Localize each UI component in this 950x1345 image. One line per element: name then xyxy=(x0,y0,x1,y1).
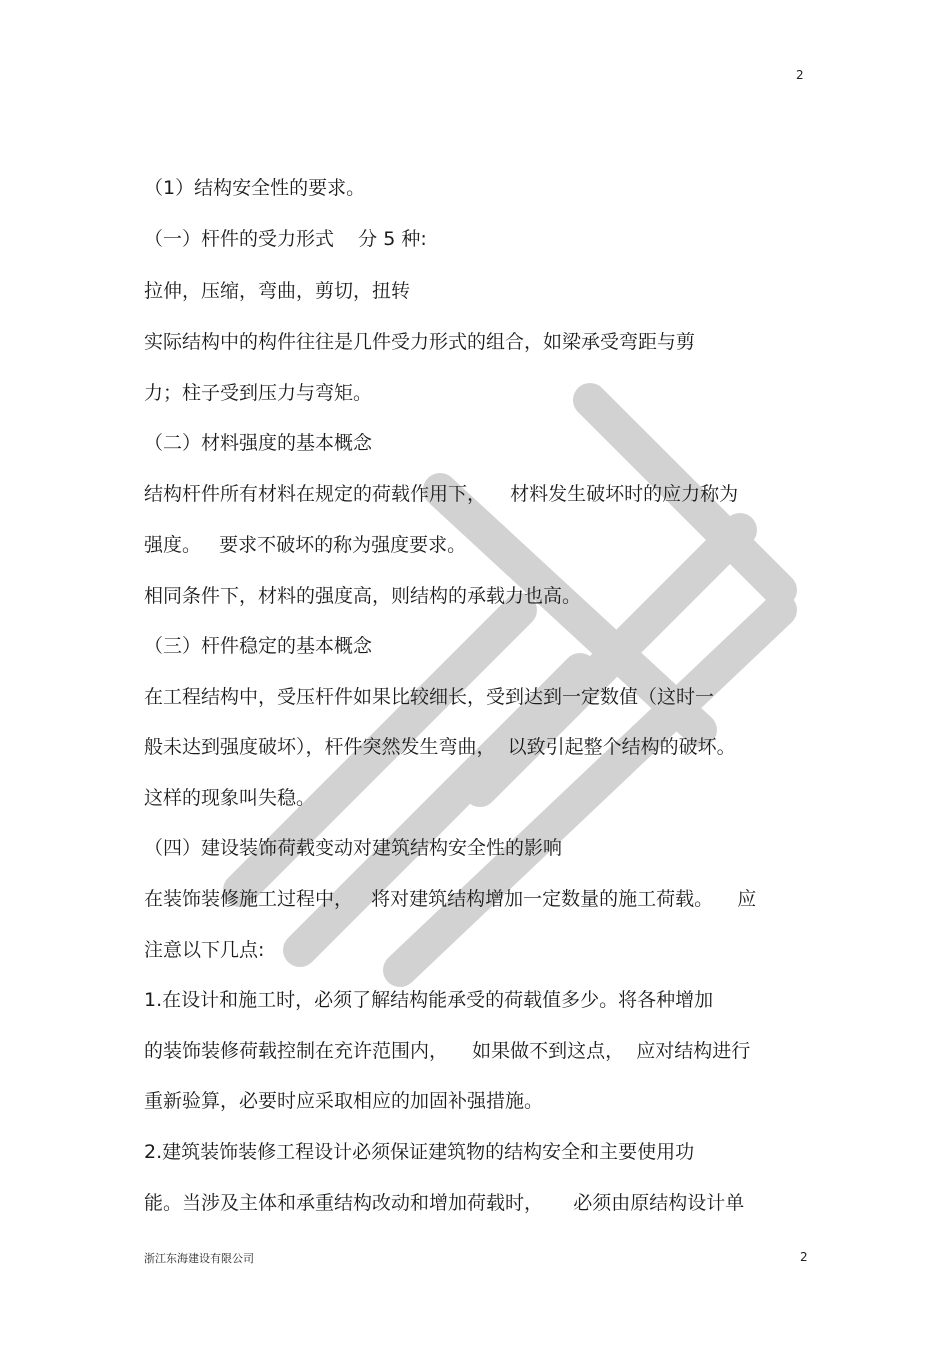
footer-company-name: 浙江东海建设有限公司 xyxy=(144,1252,254,1265)
text-line: （三）杆件稳定的基本概念 xyxy=(144,635,373,657)
footer-page-number: 2 xyxy=(800,1250,808,1264)
text-line: 般未达到强度破坏），杆件突然发生弯曲， 以致引起整个结构的破坏。 xyxy=(144,736,736,758)
text-line: （二）材料强度的基本概念 xyxy=(144,432,373,454)
header-page-number: 2 xyxy=(796,68,804,82)
text-line: 能。当涉及主体和承重结构改动和增加荷载时， 必须由原结构设计单 xyxy=(144,1192,745,1214)
text-line: 相同条件下，材料的强度高，则结构的承载力也高。 xyxy=(144,585,582,607)
text-line: 在工程结构中，受压杆件如果比较细长，受到达到一定数值（这时一 xyxy=(144,686,715,708)
text-line: 的装饰装修荷载控制在充许范围内， 如果做不到这点， 应对结构进行 xyxy=(144,1040,751,1062)
text-line: 这样的现象叫失稳。 xyxy=(144,787,316,809)
text-line: 在装饰装修施工过程中， 将对建筑结构增加一定数量的施工荷载。 应 xyxy=(144,888,757,910)
text-line: 1.在设计和施工时，必须了解结构能承受的荷载值多少。将各种增加 xyxy=(144,989,714,1011)
text-line: （四）建设装饰荷载变动对建筑结构安全性的影响 xyxy=(144,837,563,859)
text-line: 注意以下几点: xyxy=(144,939,265,961)
text-line: 实际结构中的构件往往是几件受力形式的组合，如梁承受弯距与剪 xyxy=(144,331,696,353)
text-line: 力；柱子受到压力与弯矩。 xyxy=(144,382,373,404)
text-line: 拉伸，压缩，弯曲，剪切，扭转 xyxy=(144,280,411,302)
text-line: （一）杆件的受力形式 分 5 种: xyxy=(144,228,427,250)
text-line: 重新验算，必要时应采取相应的加固补强措施。 xyxy=(144,1090,544,1112)
text-line: 强度。 要求不破坏的称为强度要求。 xyxy=(144,534,467,556)
text-line: 结构杆件所有材料在规定的荷载作用下， 材料发生破坏时的应力称为 xyxy=(144,483,739,505)
text-line: 2.建筑装饰装修工程设计必须保证建筑物的结构安全和主要使用功 xyxy=(144,1141,695,1163)
text-line: （1）结构安全性的要求。 xyxy=(144,177,366,199)
